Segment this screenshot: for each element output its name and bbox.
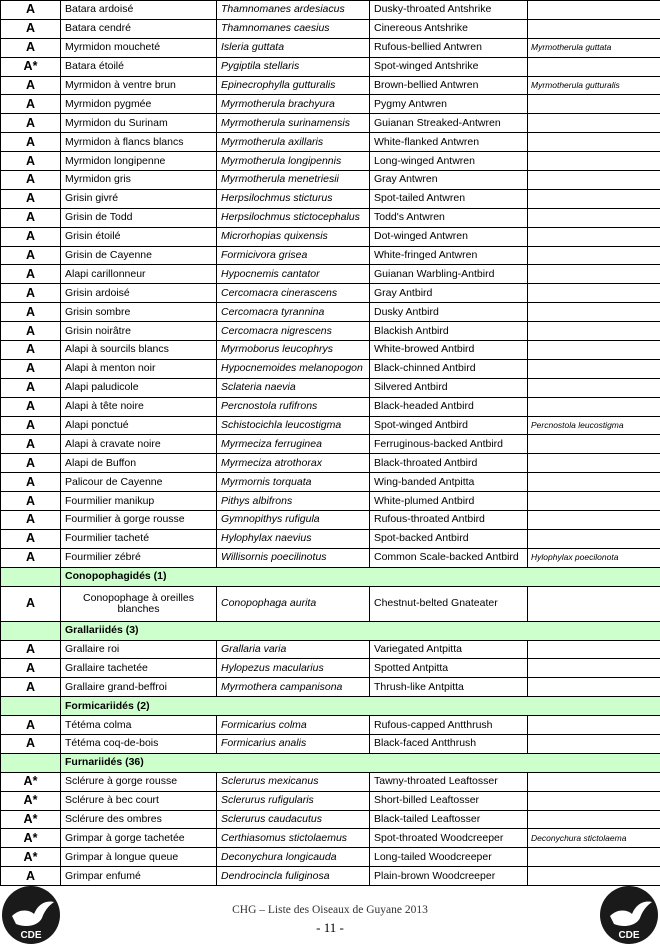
scientific-name-cell: Percnostola rufifrons bbox=[217, 397, 370, 416]
synonym-cell bbox=[528, 133, 660, 152]
french-name-cell: Sclérure à bec court bbox=[61, 791, 217, 810]
scientific-name-cell: Microrhopias quixensis bbox=[217, 227, 370, 246]
status-cell: A bbox=[1, 359, 61, 378]
scientific-name-cell: Cercomacra cinerascens bbox=[217, 284, 370, 303]
english-name-cell: Short-billed Leaftosser bbox=[370, 791, 528, 810]
status-cell: A bbox=[1, 303, 61, 322]
synonym-cell bbox=[528, 95, 660, 114]
french-name-cell: Alapi à cravate noire bbox=[61, 435, 217, 454]
species-row bbox=[1, 492, 660, 511]
status-cell: A bbox=[1, 76, 61, 95]
status-cell: A bbox=[1, 529, 61, 548]
synonym-cell bbox=[528, 378, 660, 397]
family-header-row bbox=[1, 621, 660, 640]
status-cell: A* bbox=[1, 829, 61, 848]
french-name-cell: Alapi paludicole bbox=[61, 378, 217, 397]
synonym-cell bbox=[528, 659, 660, 678]
english-name-cell: Spot-throated Woodcreeper bbox=[370, 829, 528, 848]
french-name-cell: Tétéma coq-de-bois bbox=[61, 734, 217, 753]
species-row bbox=[1, 378, 660, 397]
species-row bbox=[1, 734, 660, 753]
french-name-cell: Myrmidon du Surinam bbox=[61, 114, 217, 133]
synonym-cell bbox=[528, 772, 660, 791]
scientific-name-cell: Thamnomanes ardesiacus bbox=[217, 1, 370, 20]
family-header-row bbox=[1, 567, 660, 586]
english-name-cell: Spot-tailed Antwren bbox=[370, 189, 528, 208]
french-name-cell: Myrmidon pygmée bbox=[61, 95, 217, 114]
french-name-cell: Conopophage à oreilles blanches bbox=[61, 586, 217, 621]
synonym-cell bbox=[528, 246, 660, 265]
french-name-cell: Alapi à sourcils blancs bbox=[61, 341, 217, 360]
french-name-cell: Tétéma colma bbox=[61, 716, 217, 735]
species-row bbox=[1, 133, 660, 152]
family-label: Conopophagidés (1) bbox=[61, 567, 660, 586]
bird-list-body bbox=[1, 1, 660, 886]
synonym-cell: Deconychura stictolaema bbox=[528, 829, 660, 848]
synonym-cell bbox=[528, 473, 660, 492]
scientific-name-cell: Myrmotherula longipennis bbox=[217, 152, 370, 171]
species-row bbox=[1, 76, 660, 95]
status-cell: A bbox=[1, 341, 61, 360]
synonym-cell bbox=[528, 359, 660, 378]
species-row bbox=[1, 435, 660, 454]
species-row bbox=[1, 678, 660, 697]
status-cell: A bbox=[1, 473, 61, 492]
english-name-cell: Guianan Streaked-Antwren bbox=[370, 114, 528, 133]
french-name-cell: Myrmidon à flancs blancs bbox=[61, 133, 217, 152]
synonym-cell bbox=[528, 529, 660, 548]
species-row bbox=[1, 473, 660, 492]
english-name-cell: Silvered Antbird bbox=[370, 378, 528, 397]
synonym-cell bbox=[528, 511, 660, 530]
logo-left-text: CDE bbox=[20, 930, 41, 941]
scientific-name-cell: Schistocichla leucostigma bbox=[217, 416, 370, 435]
scientific-name-cell: Pygiptila stellaris bbox=[217, 57, 370, 76]
species-row bbox=[1, 322, 660, 341]
english-name-cell: Ferruginous-backed Antbird bbox=[370, 435, 528, 454]
species-row bbox=[1, 791, 660, 810]
species-row bbox=[1, 57, 660, 76]
french-name-cell: Grallaire grand-beffroi bbox=[61, 678, 217, 697]
status-cell: A bbox=[1, 548, 61, 567]
scientific-name-cell: Gymnopithys rufigula bbox=[217, 511, 370, 530]
status-cell: A* bbox=[1, 810, 61, 829]
english-name-cell: Gray Antwren bbox=[370, 171, 528, 190]
scientific-name-cell: Herpsilochmus stictocephalus bbox=[217, 208, 370, 227]
status-cell: A bbox=[1, 208, 61, 227]
english-name-cell: Black-throated Antbird bbox=[370, 454, 528, 473]
french-name-cell: Alapi ponctué bbox=[61, 416, 217, 435]
english-name-cell: Todd's Antwren bbox=[370, 208, 528, 227]
species-row bbox=[1, 548, 660, 567]
english-name-cell: Gray Antbird bbox=[370, 284, 528, 303]
scientific-name-cell: Formicarius analis bbox=[217, 734, 370, 753]
english-name-cell: Spot-winged Antshrike bbox=[370, 57, 528, 76]
page-footer bbox=[0, 880, 660, 942]
scientific-name-cell: Myrmeciza atrothorax bbox=[217, 454, 370, 473]
status-cell: A bbox=[1, 734, 61, 753]
species-row bbox=[1, 38, 660, 57]
status-cell: A bbox=[1, 189, 61, 208]
french-name-cell: Grimpar à longue queue bbox=[61, 848, 217, 867]
status-cell: A bbox=[1, 716, 61, 735]
status-cell: A bbox=[1, 38, 61, 57]
synonym-cell bbox=[528, 19, 660, 38]
status-cell: A bbox=[1, 227, 61, 246]
scientific-name-cell: Sclerurus caudacutus bbox=[217, 810, 370, 829]
english-name-cell: Wing-banded Antpitta bbox=[370, 473, 528, 492]
french-name-cell: Alapi de Buffon bbox=[61, 454, 217, 473]
english-name-cell: Tawny-throated Leaftosser bbox=[370, 772, 528, 791]
synonym-cell bbox=[528, 716, 660, 735]
english-name-cell: White-fringed Antwren bbox=[370, 246, 528, 265]
synonym-cell bbox=[528, 171, 660, 190]
english-name-cell: Thrush-like Antpitta bbox=[370, 678, 528, 697]
cde-logo-left bbox=[2, 886, 60, 944]
family-header-row bbox=[1, 753, 660, 772]
english-name-cell: Rufous-capped Antthrush bbox=[370, 716, 528, 735]
status-cell: A bbox=[1, 678, 61, 697]
status-cell: A bbox=[1, 284, 61, 303]
status-cell: A bbox=[1, 322, 61, 341]
french-name-cell: Grimpar enfumé bbox=[61, 867, 217, 886]
french-name-cell: Grisin étoilé bbox=[61, 227, 217, 246]
scientific-name-cell: Thamnomanes caesius bbox=[217, 19, 370, 38]
french-name-cell: Grisin ardoisé bbox=[61, 284, 217, 303]
english-name-cell: Black-tailed Leaftosser bbox=[370, 810, 528, 829]
species-row bbox=[1, 341, 660, 360]
french-name-cell: Fourmilier à gorge rousse bbox=[61, 511, 217, 530]
english-name-cell: Cinereous Antshrike bbox=[370, 19, 528, 38]
scientific-name-cell: Sclerurus rufigularis bbox=[217, 791, 370, 810]
family-label: Furnariidés (36) bbox=[61, 753, 660, 772]
species-row bbox=[1, 829, 660, 848]
scientific-name-cell: Myrmornis torquata bbox=[217, 473, 370, 492]
french-name-cell: Fourmilier manikup bbox=[61, 492, 217, 511]
french-name-cell: Myrmidon longipenne bbox=[61, 152, 217, 171]
scientific-name-cell: Herpsilochmus sticturus bbox=[217, 189, 370, 208]
french-name-cell: Grisin de Todd bbox=[61, 208, 217, 227]
species-row bbox=[1, 397, 660, 416]
status-cell: A bbox=[1, 511, 61, 530]
scientific-name-cell: Sclateria naevia bbox=[217, 378, 370, 397]
scientific-name-cell: Willisornis poecilinotus bbox=[217, 548, 370, 567]
french-name-cell: Fourmilier tacheté bbox=[61, 529, 217, 548]
species-row bbox=[1, 586, 660, 621]
english-name-cell: Long-tailed Woodcreeper bbox=[370, 848, 528, 867]
species-row bbox=[1, 95, 660, 114]
status-cell: A bbox=[1, 397, 61, 416]
scientific-name-cell: Epinecrophylla gutturalis bbox=[217, 76, 370, 95]
english-name-cell: Black-headed Antbird bbox=[370, 397, 528, 416]
synonym-cell: Percnostola leucostigma bbox=[528, 416, 660, 435]
english-name-cell: Dusky Antbird bbox=[370, 303, 528, 322]
synonym-cell bbox=[528, 791, 660, 810]
scientific-name-cell: Myrmeciza ferruginea bbox=[217, 435, 370, 454]
english-name-cell: White-plumed Antbird bbox=[370, 492, 528, 511]
status-cell: A bbox=[1, 454, 61, 473]
french-name-cell: Myrmidon gris bbox=[61, 171, 217, 190]
species-row bbox=[1, 359, 660, 378]
synonym-cell bbox=[528, 586, 660, 621]
status-cell: A bbox=[1, 1, 61, 20]
english-name-cell: Blackish Antbird bbox=[370, 322, 528, 341]
french-name-cell: Alapi à menton noir bbox=[61, 359, 217, 378]
species-row bbox=[1, 640, 660, 659]
french-name-cell: Grisin sombre bbox=[61, 303, 217, 322]
species-row bbox=[1, 416, 660, 435]
species-row bbox=[1, 529, 660, 548]
species-row bbox=[1, 227, 660, 246]
english-name-cell: Rufous-bellied Antwren bbox=[370, 38, 528, 57]
french-name-cell: Batara ardoisé bbox=[61, 1, 217, 20]
cde-logo-right bbox=[600, 886, 658, 944]
synonym-cell bbox=[528, 152, 660, 171]
english-name-cell: Plain-brown Woodcreeper bbox=[370, 867, 528, 886]
synonym-cell bbox=[528, 1, 660, 20]
synonym-cell bbox=[528, 640, 660, 659]
synonym-cell bbox=[528, 492, 660, 511]
species-row bbox=[1, 171, 660, 190]
scientific-name-cell: Cercomacra tyrannina bbox=[217, 303, 370, 322]
bird-logo-icon bbox=[2, 886, 60, 944]
french-name-cell: Batara étoilé bbox=[61, 57, 217, 76]
species-row bbox=[1, 208, 660, 227]
species-row bbox=[1, 152, 660, 171]
scientific-name-cell: Myrmotherula surinamensis bbox=[217, 114, 370, 133]
species-row bbox=[1, 1, 660, 20]
status-cell: A bbox=[1, 640, 61, 659]
scientific-name-cell: Myrmotherula menetriesii bbox=[217, 171, 370, 190]
scientific-name-cell: Hypocnemis cantator bbox=[217, 265, 370, 284]
french-name-cell: Grisin de Cayenne bbox=[61, 246, 217, 265]
status-cell: A* bbox=[1, 791, 61, 810]
status-cell: A bbox=[1, 19, 61, 38]
scientific-name-cell: Myrmotherula axillaris bbox=[217, 133, 370, 152]
synonym-cell bbox=[528, 322, 660, 341]
french-name-cell: Grisin noirâtre bbox=[61, 322, 217, 341]
english-name-cell: Spotted Antpitta bbox=[370, 659, 528, 678]
synonym-cell bbox=[528, 284, 660, 303]
french-name-cell: Grimpar à gorge tachetée bbox=[61, 829, 217, 848]
french-name-cell: Sclérure à gorge rousse bbox=[61, 772, 217, 791]
synonym-cell bbox=[528, 848, 660, 867]
status-cell: A bbox=[1, 133, 61, 152]
footer-title: CHG – Liste des Oiseaux de Guyane 2013 bbox=[160, 904, 500, 916]
status-cell: A* bbox=[1, 772, 61, 791]
synonym-cell bbox=[528, 397, 660, 416]
species-row bbox=[1, 114, 660, 133]
species-row bbox=[1, 19, 660, 38]
french-name-cell: Grallaire tachetée bbox=[61, 659, 217, 678]
species-row bbox=[1, 284, 660, 303]
species-row bbox=[1, 810, 660, 829]
french-name-cell: Grallaire roi bbox=[61, 640, 217, 659]
english-name-cell: White-flanked Antwren bbox=[370, 133, 528, 152]
status-cell: A* bbox=[1, 57, 61, 76]
synonym-cell bbox=[528, 678, 660, 697]
scientific-name-cell: Formicarius colma bbox=[217, 716, 370, 735]
english-name-cell: Brown-bellied Antwren bbox=[370, 76, 528, 95]
synonym-cell bbox=[528, 189, 660, 208]
synonym-cell bbox=[528, 227, 660, 246]
scientific-name-cell: Sclerurus mexicanus bbox=[217, 772, 370, 791]
scientific-name-cell: Hylopezus macularius bbox=[217, 659, 370, 678]
scientific-name-cell: Formicivora grisea bbox=[217, 246, 370, 265]
status-cell: A bbox=[1, 867, 61, 886]
status-cell: A bbox=[1, 435, 61, 454]
scientific-name-cell: Hypocnemoides melanopogon bbox=[217, 359, 370, 378]
status-cell: A bbox=[1, 152, 61, 171]
family-status-cell bbox=[1, 621, 61, 640]
scientific-name-cell: Isleria guttata bbox=[217, 38, 370, 57]
synonym-cell bbox=[528, 435, 660, 454]
family-status-cell bbox=[1, 753, 61, 772]
species-row bbox=[1, 303, 660, 322]
status-cell: A bbox=[1, 378, 61, 397]
english-name-cell: Dusky-throated Antshrike bbox=[370, 1, 528, 20]
english-name-cell: Common Scale-backed Antbird bbox=[370, 548, 528, 567]
family-status-cell bbox=[1, 697, 61, 716]
species-row bbox=[1, 848, 660, 867]
synonym-cell bbox=[528, 810, 660, 829]
status-cell: A bbox=[1, 416, 61, 435]
synonym-cell: Hylophylax poecilonota bbox=[528, 548, 660, 567]
status-cell: A bbox=[1, 114, 61, 133]
species-row bbox=[1, 454, 660, 473]
synonym-cell bbox=[528, 208, 660, 227]
scientific-name-cell: Conopophaga aurita bbox=[217, 586, 370, 621]
scientific-name-cell: Myrmoborus leucophrys bbox=[217, 341, 370, 360]
species-row bbox=[1, 716, 660, 735]
english-name-cell: Spot-backed Antbird bbox=[370, 529, 528, 548]
scientific-name-cell: Pithys albifrons bbox=[217, 492, 370, 511]
scientific-name-cell: Dendrocincla fuliginosa bbox=[217, 867, 370, 886]
status-cell: A bbox=[1, 246, 61, 265]
french-name-cell: Grisin givré bbox=[61, 189, 217, 208]
english-name-cell: Black-chinned Antbird bbox=[370, 359, 528, 378]
scientific-name-cell: Certhiasomus stictolaemus bbox=[217, 829, 370, 848]
bird-logo-icon bbox=[600, 886, 658, 944]
scientific-name-cell: Hylophylax naevius bbox=[217, 529, 370, 548]
english-name-cell: Spot-winged Antbird bbox=[370, 416, 528, 435]
synonym-cell: Myrmotherula guttata bbox=[528, 38, 660, 57]
status-cell: A bbox=[1, 659, 61, 678]
scientific-name-cell: Grallaria varia bbox=[217, 640, 370, 659]
synonym-cell bbox=[528, 114, 660, 133]
french-name-cell: Myrmidon moucheté bbox=[61, 38, 217, 57]
page-number: - 11 - bbox=[160, 920, 500, 936]
french-name-cell: Fourmilier zébré bbox=[61, 548, 217, 567]
english-name-cell: Variegated Antpitta bbox=[370, 640, 528, 659]
english-name-cell: Dot-winged Antwren bbox=[370, 227, 528, 246]
family-status-cell bbox=[1, 567, 61, 586]
family-label: Formicariidés (2) bbox=[61, 697, 660, 716]
family-header-row bbox=[1, 697, 660, 716]
scientific-name-cell: Myrmotherula brachyura bbox=[217, 95, 370, 114]
synonym-cell bbox=[528, 734, 660, 753]
synonym-cell bbox=[528, 57, 660, 76]
french-name-cell: Alapi carillonneur bbox=[61, 265, 217, 284]
synonym-cell: Myrmotherula gutturalis bbox=[528, 76, 660, 95]
english-name-cell: Long-winged Antwren bbox=[370, 152, 528, 171]
synonym-cell bbox=[528, 265, 660, 284]
status-cell: A bbox=[1, 492, 61, 511]
scientific-name-cell: Deconychura longicauda bbox=[217, 848, 370, 867]
species-row bbox=[1, 265, 660, 284]
family-label: Grallariidés (3) bbox=[61, 621, 660, 640]
english-name-cell: Rufous-throated Antbird bbox=[370, 511, 528, 530]
french-name-cell: Sclérure des ombres bbox=[61, 810, 217, 829]
french-name-cell: Myrmidon à ventre brun bbox=[61, 76, 217, 95]
english-name-cell: Chestnut-belted Gnateater bbox=[370, 586, 528, 621]
status-cell: A* bbox=[1, 848, 61, 867]
status-cell: A bbox=[1, 95, 61, 114]
english-name-cell: Pygmy Antwren bbox=[370, 95, 528, 114]
scientific-name-cell: Cercomacra nigrescens bbox=[217, 322, 370, 341]
synonym-cell bbox=[528, 303, 660, 322]
french-name-cell: Batara cendré bbox=[61, 19, 217, 38]
french-name-cell: Alapi à tête noire bbox=[61, 397, 217, 416]
status-cell: A bbox=[1, 586, 61, 621]
english-name-cell: Guianan Warbling-Antbird bbox=[370, 265, 528, 284]
english-name-cell: White-browed Antbird bbox=[370, 341, 528, 360]
french-name-cell: Palicour de Cayenne bbox=[61, 473, 217, 492]
synonym-cell bbox=[528, 341, 660, 360]
species-row bbox=[1, 772, 660, 791]
species-row bbox=[1, 246, 660, 265]
english-name-cell: Black-faced Antthrush bbox=[370, 734, 528, 753]
species-row bbox=[1, 189, 660, 208]
synonym-cell bbox=[528, 454, 660, 473]
species-row bbox=[1, 659, 660, 678]
status-cell: A bbox=[1, 171, 61, 190]
logo-right-text: CDE bbox=[618, 930, 639, 941]
species-row bbox=[1, 511, 660, 530]
scientific-name-cell: Myrmothera campanisona bbox=[217, 678, 370, 697]
status-cell: A bbox=[1, 265, 61, 284]
